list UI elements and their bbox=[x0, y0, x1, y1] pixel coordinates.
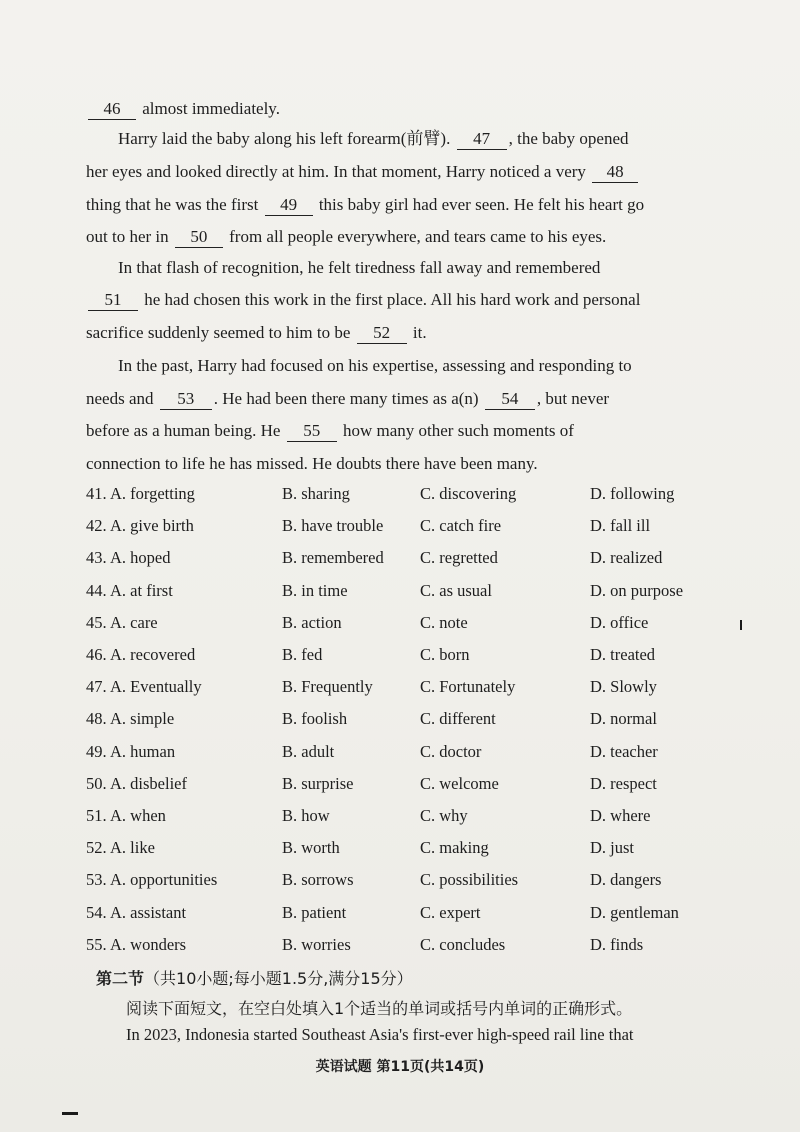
question-number: 42. bbox=[86, 516, 107, 536]
passage-line-7: 51 he had chosen this work in the first place. All his hard work and personal bbox=[86, 289, 640, 311]
option-a: A. wonders bbox=[110, 934, 187, 954]
option-d: D. Slowly bbox=[590, 677, 657, 697]
question-number: 49. bbox=[86, 741, 107, 761]
option-row bbox=[0, 772, 800, 796]
blank-51: 51 bbox=[88, 290, 138, 311]
option-row bbox=[0, 482, 800, 506]
option-a: A. give birth bbox=[110, 516, 194, 536]
option-b: B. fed bbox=[282, 645, 323, 664]
option-c: C. doctor bbox=[420, 741, 482, 761]
option-row bbox=[0, 901, 800, 925]
blank-48: 48 bbox=[592, 162, 638, 183]
option-a: A. like bbox=[110, 838, 155, 858]
passage-line-1: 46 almost immediately. bbox=[86, 98, 280, 120]
option-row bbox=[0, 579, 800, 603]
option-c: C. catch fire bbox=[420, 516, 502, 536]
option-b: B. have trouble bbox=[282, 516, 384, 536]
blank-52: 52 bbox=[357, 323, 407, 344]
option-c: C. Fortunately bbox=[420, 677, 516, 697]
option-a: A. human bbox=[110, 741, 176, 761]
option-d: D. dangers bbox=[590, 870, 662, 890]
option-b: B. worth bbox=[282, 838, 340, 858]
option-b: B. surprise bbox=[282, 773, 354, 793]
option-b: B. in time bbox=[282, 580, 348, 600]
blank-46: 46 bbox=[88, 99, 136, 120]
option-row bbox=[0, 546, 800, 570]
question-number: 54. bbox=[86, 902, 107, 922]
question-number: 55. bbox=[86, 934, 107, 954]
blank-55: 55 bbox=[287, 421, 337, 442]
scan-mark bbox=[740, 620, 742, 630]
option-c: C. born bbox=[420, 645, 470, 664]
option-d: D. normal bbox=[590, 709, 657, 729]
option-row bbox=[0, 643, 800, 667]
option-c: C. welcome bbox=[420, 773, 499, 793]
option-c: C. why bbox=[420, 806, 468, 825]
option-b: B. remembered bbox=[282, 548, 384, 568]
option-a: A. when bbox=[110, 806, 166, 825]
passage-line-5: out to her in 50 from all people everywhere, and tears came to his eyes. bbox=[86, 227, 607, 246]
option-b: B. how bbox=[282, 806, 330, 825]
option-d: D. teacher bbox=[590, 741, 658, 761]
option-a: A. assistant bbox=[110, 902, 187, 922]
option-d: D. finds bbox=[590, 934, 644, 954]
blank-54: 54 bbox=[485, 389, 535, 410]
question-number: 47. bbox=[86, 677, 107, 697]
passage-line-2: Harry laid the baby along his left forearm(前臂). 47 , the baby opened bbox=[118, 129, 629, 148]
passage-line-8: sacrifice suddenly seemed to him to be 52 it. bbox=[86, 323, 427, 342]
question-number: 46. bbox=[86, 645, 107, 664]
option-a: A. simple bbox=[110, 709, 175, 729]
passage-line-9: In the past, Harry had focused on his expertise, assessing and responding to bbox=[118, 356, 632, 375]
option-a: A. disbelief bbox=[110, 773, 187, 793]
option-d: D. fall ill bbox=[590, 516, 651, 536]
passage-line-10: needs and 53 . He had been there many times as a(n) 54 , but never bbox=[86, 389, 610, 408]
option-d: D. respect bbox=[590, 773, 657, 793]
option-b: B. patient bbox=[282, 902, 347, 922]
option-c: C. possibilities bbox=[420, 870, 519, 890]
option-b: B. adult bbox=[282, 741, 335, 761]
option-a: A. forgetting bbox=[110, 484, 195, 503]
passage-line-11: before as a human being. He 55 how many other such moments of bbox=[86, 421, 574, 440]
option-a: A. hoped bbox=[110, 548, 171, 568]
option-d: D. treated bbox=[590, 645, 656, 664]
passage-line-4: thing that he was the first 49 this baby girl had ever seen. He felt his heart go bbox=[86, 195, 645, 214]
option-a: A. Eventually bbox=[110, 677, 202, 697]
option-c: C. concludes bbox=[420, 934, 506, 954]
question-number: 45. bbox=[86, 612, 107, 632]
option-b: B. action bbox=[282, 612, 342, 632]
blank-47: 47 bbox=[457, 129, 507, 150]
question-number: 43. bbox=[86, 548, 107, 568]
question-number: 53. bbox=[86, 870, 107, 890]
option-c: C. making bbox=[420, 838, 489, 858]
blank-50: 50 bbox=[175, 227, 223, 248]
option-c: C. discovering bbox=[420, 484, 517, 503]
question-number: 44. bbox=[86, 580, 107, 600]
option-d: D. gentleman bbox=[590, 902, 679, 922]
option-row bbox=[0, 514, 800, 538]
option-b: B. worries bbox=[282, 934, 351, 954]
option-a: A. recovered bbox=[110, 645, 196, 664]
option-c: C. as usual bbox=[420, 580, 492, 600]
option-c: C. regretted bbox=[420, 548, 498, 568]
option-row bbox=[0, 868, 800, 892]
blank-53: 53 bbox=[160, 389, 212, 410]
option-d: D. realized bbox=[590, 548, 663, 568]
option-a: A. care bbox=[110, 612, 158, 632]
option-c: C. different bbox=[420, 709, 496, 729]
option-d: D. following bbox=[590, 484, 675, 503]
option-row bbox=[0, 836, 800, 860]
option-row bbox=[0, 804, 800, 828]
option-b: B. sharing bbox=[282, 484, 350, 503]
option-d: D. on purpose bbox=[590, 580, 684, 600]
question-number: 52. bbox=[86, 838, 107, 858]
section2-first-line: In 2023, Indonesia started Southeast Asia's first-ever high-speed rail line that bbox=[126, 1025, 634, 1044]
blank-49: 49 bbox=[265, 195, 313, 216]
option-row bbox=[0, 933, 800, 957]
option-b: B. foolish bbox=[282, 709, 348, 729]
section2-heading: 第二节（共10小题;每小题1.5分,满分15分） bbox=[96, 969, 413, 988]
option-row bbox=[0, 611, 800, 635]
option-d: D. office bbox=[590, 612, 649, 632]
option-d: D. where bbox=[590, 806, 651, 825]
passage-line-6: In that flash of recognition, he felt tiredness fall away and remembered bbox=[118, 258, 601, 277]
option-row bbox=[0, 740, 800, 764]
option-b: B. sorrows bbox=[282, 870, 354, 890]
question-number: 48. bbox=[86, 709, 107, 729]
passage-line-3: her eyes and looked directly at him. In that moment, Harry noticed a very 48 bbox=[86, 161, 640, 183]
passage-line-12: connection to life he has missed. He doubts there have been many. bbox=[86, 454, 538, 473]
option-d: D. just bbox=[590, 838, 635, 858]
option-a: A. at first bbox=[110, 580, 173, 600]
question-number: 41. bbox=[86, 484, 107, 503]
page-footer: 英语试题 第11页(共14页) bbox=[315, 1059, 485, 1075]
option-row bbox=[0, 675, 800, 699]
option-b: B. Frequently bbox=[282, 677, 373, 697]
section2-instruction: 阅读下面短文，在空白处填入1个适当的单词或括号内单词的正确形式。 bbox=[126, 999, 633, 1018]
question-number: 50. bbox=[86, 773, 107, 793]
question-number: 51. bbox=[86, 806, 107, 825]
option-a: A. opportunities bbox=[110, 870, 218, 890]
option-c: C. expert bbox=[420, 902, 481, 922]
scan-mark-bottom bbox=[62, 1112, 78, 1115]
option-c: C. note bbox=[420, 612, 468, 632]
option-row bbox=[0, 707, 800, 731]
